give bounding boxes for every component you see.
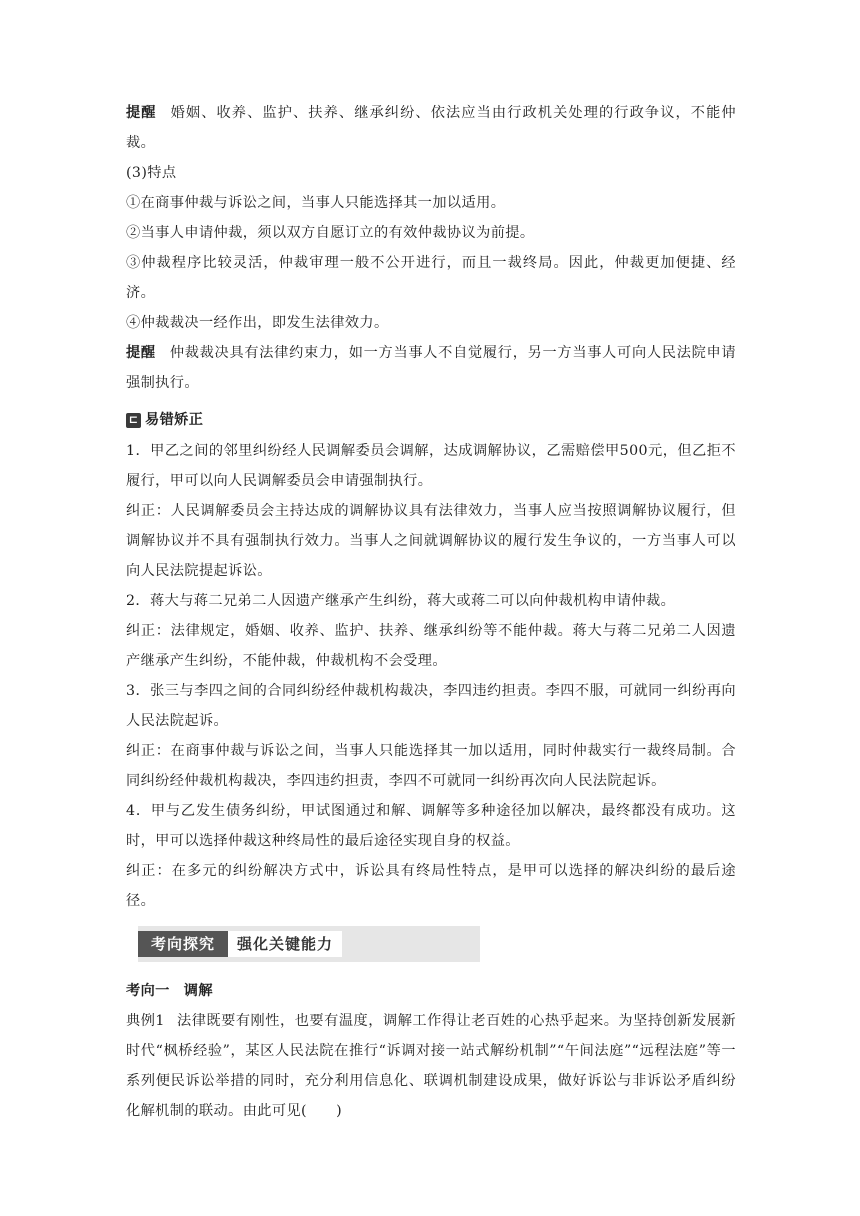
correction-statement: 2．蒋大与蒋二兄弟二人因遗产继承产生纠纷，蒋大或蒋二可以向仲裁机构申请仲裁。 <box>126 593 676 609</box>
tip-label: 提醒 <box>126 105 157 121</box>
example-label: 典例1 <box>126 1013 165 1029</box>
tip-paragraph-2 <box>126 338 736 398</box>
feature-item: ①在商事仲裁与诉讼之间，当事人只能选择其一加以适用。 <box>126 195 506 211</box>
correction-statement: 4．甲与乙发生债务纠纷，甲试图通过和解、调解等多种途径加以解决，最终都没有成功。这时，甲可以选择仲裁这种终局性的最后途径实现自身的权益。 <box>126 803 736 849</box>
tip-text: 仲裁裁决具有法律约束力，如一方当事人不自觉履行，另一方当事人可向人民法院申请强制执行。 <box>126 345 736 391</box>
correction-icon: ⊏ <box>126 413 141 428</box>
tip-paragraph-1 <box>126 98 736 158</box>
features-heading: (3)特点 <box>126 165 177 181</box>
correction-fix: 纠正：在商事仲裁与诉讼之间，当事人只能选择其一加以适用，同时仲裁实行一裁终局制。合同纠纷经仲裁机构裁决，李四违约担责，李四不可就同一纠纷再次向人民法院起诉。 <box>126 743 736 789</box>
feature-item: ④仲裁裁决一经作出，即发生法律效力。 <box>126 315 389 331</box>
direction-label: 考向一 <box>126 983 170 999</box>
direction-heading <box>126 976 736 1006</box>
correction-statement: 1．甲乙之间的邻里纠纷经人民调解委员会调解，达成调解协议，乙需赔偿甲500元，但乙拒不履行，甲可以向人民调解委员会申请强制执行。 <box>126 443 736 489</box>
corrections-heading <box>126 404 736 436</box>
corrections-heading-text: 易错矫正 <box>145 412 204 428</box>
section-banner <box>138 926 480 962</box>
banner-right-label: 强化关键能力 <box>228 931 342 957</box>
example-paragraph <box>126 1006 736 1126</box>
direction-title: 调解 <box>183 983 213 999</box>
tip-label: 提醒 <box>126 345 156 361</box>
feature-item: ③仲裁程序比较灵活，仲裁审理一般不公开进行，而且一裁终局。因此，仲裁更加便捷、经济。 <box>126 255 736 301</box>
correction-fix: 纠正：法律规定，婚姻、收养、监护、扶养、继承纠纷等不能仲裁。蒋大与蒋二兄弟二人因遗产继承产生纠纷，不能仲裁，仲裁机构不会受理。 <box>126 623 736 669</box>
feature-item: ②当事人申请仲裁，须以双方自愿订立的有效仲裁协议为前提。 <box>126 225 535 241</box>
correction-fix: 纠正：人民调解委员会主持达成的调解协议具有法律效力，当事人应当按照调解协议履行，但调解协议并不具有强制执行效力。当事人之间就调解协议的履行发生争议的，一方当事人可以向人民法院提起诉讼。 <box>126 503 736 579</box>
banner-left-label: 考向探究 <box>138 931 228 957</box>
correction-statement: 3．张三与李四之间的合同纠纷经仲裁机构裁决，李四违约担责。李四不服，可就同一纠纷再向人民法院起诉。 <box>126 683 736 729</box>
correction-fix: 纠正：在多元的纠纷解决方式中，诉讼具有终局性特点，是甲可以选择的解决纠纷的最后途径。 <box>126 863 736 909</box>
tip-text: 婚姻、收养、监护、扶养、继承纠纷、依法应当由行政机关处理的行政争议，不能仲裁。 <box>126 105 736 151</box>
document-page <box>126 98 736 1126</box>
example-text: 法律既要有刚性，也要有温度，调解工作得让老百姓的心热乎起来。为坚持创新发展新时代“枫桥经验”，某区人民法院在推行“诉调对接一站式解纷机制”“午间法庭”“远程法庭”等一系列便民诉讼举措的同时，充分利用信息化、联调机制建设成果，做好诉讼与非诉讼矛盾纠纷化解机制的联动。由此可见( ) <box>126 1013 736 1119</box>
